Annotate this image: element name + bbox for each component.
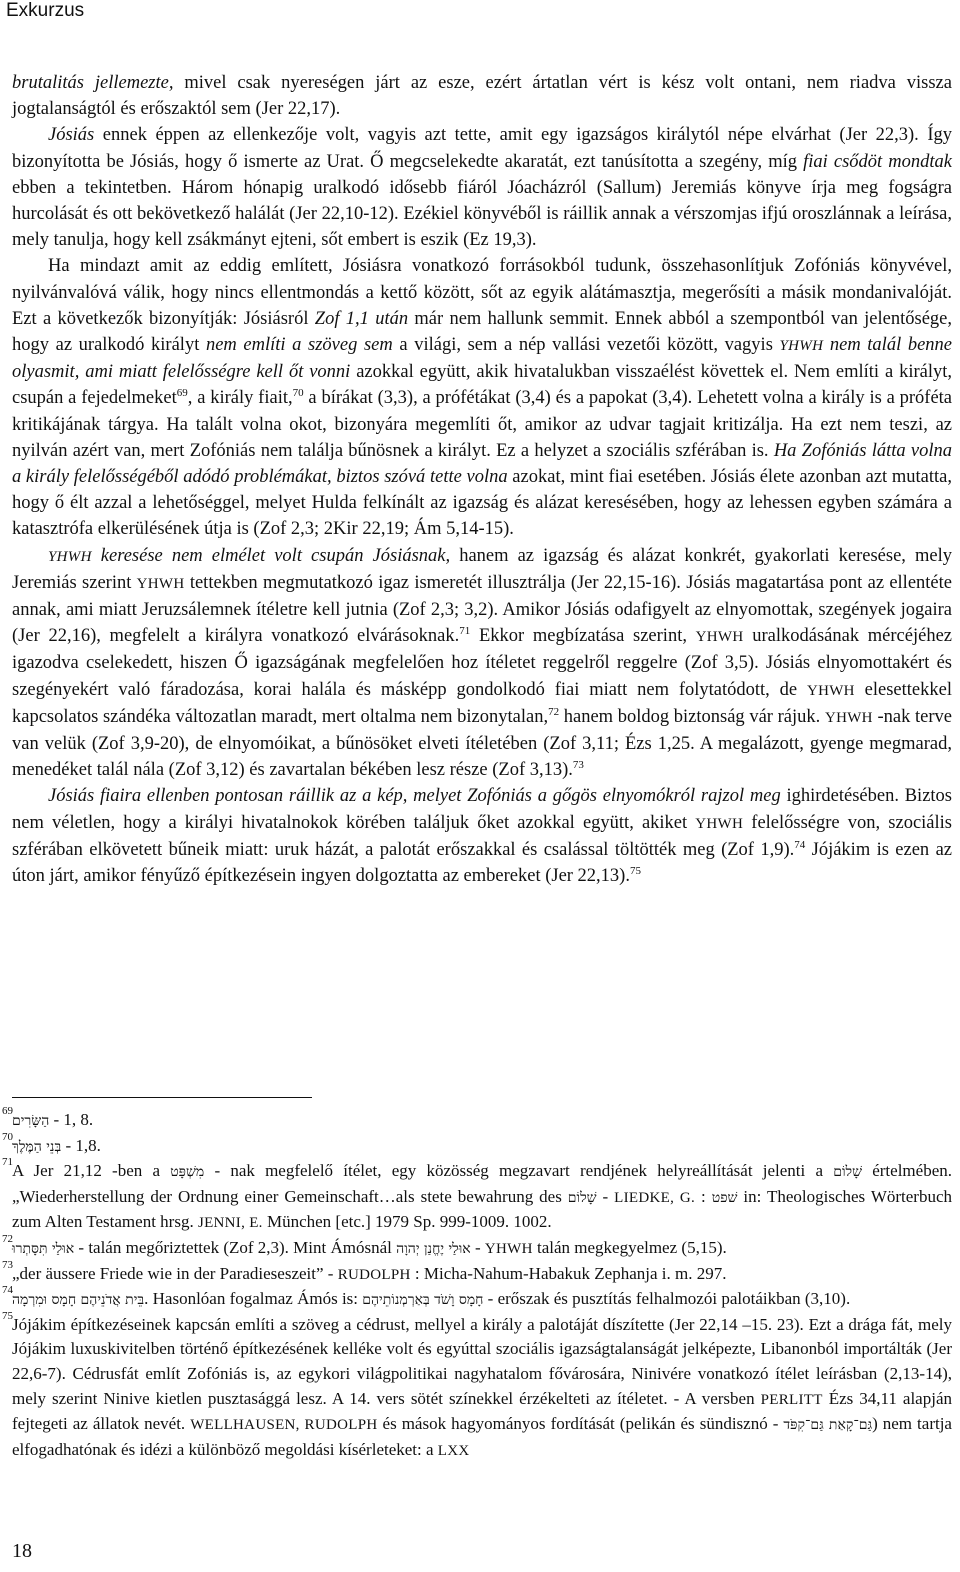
text-span: Jójákim építkezéseinek kapcsán említi a szöveg a cédrust, mellyel a király a palotáját díszítette (Jer 22,14 –15. 23). Ezt a drága fát, mely Jójákim luxuskivitelben történő építkezésének kelléke volt és egyúttal szociális igazságtalanságát jelképezte, Libanonból importálták (Jer 22,6-7). Cédrusfát említ Zofóniás is, az egykori világpolitikai nagyhatalom fővárosára, Ninivére vonatkozó ítélet leírásban (2,13-14), mely szerint Ninive kietlen pusztasággá lesz. A 14. vers sötét színekkel érzékelteti az ítéletet. - A versben xyxy=(12,1314,952,1408)
footnote-70 xyxy=(2,1130,952,1160)
text-span: ebben a tekintetben. Három hónapig uralkodó idősebb fiáról Jóacházról (Sallum) Jeremiás könyve írja meg fogságra hurcolását és ott bekövetkező halálát (Jer 22,10-12). Ezékiel könyvéből is ráillik annak a vérszomjas ifjú oroszlánnak a leírása, mely tanulja, hogy kell zsákmányt ejteni, sőt embert is eszik (Ez 19,3). xyxy=(12,177,952,251)
text-span: felelősségre von, szociális szférában elkövetett bűneik miatt: uruk házát, a palotát erőszakkal és csalással töltötték meg (Zof 1,9). xyxy=(12,812,952,860)
text-span: Ekkor megbízatása szerint, xyxy=(470,626,696,647)
footnote-ref-70[interactable]: 70 xyxy=(292,387,304,400)
text-span: ) nem tartja elfogadhatónak és idézi a különböző megoldási kísérleteket: a xyxy=(12,1414,952,1459)
footnote-71 xyxy=(2,1156,953,1236)
footnote-72 xyxy=(2,1232,952,1262)
text-span: értelmében. „Wiederherstellung der Ordnung einer Gemeinschaft…als stete bewahrung des xyxy=(12,1161,952,1206)
running-header: Exkurzus xyxy=(6,0,85,21)
main-text xyxy=(12,70,952,889)
text-span: YHWH xyxy=(484,1240,533,1257)
text-span: tettekben megmutatkozó igaz ismeretét illusztrálja (Jer 22,15-16). Jósiás magatartása pont az ellentéte annak, ami miatt Jeruzsálemnek ítéletre kell jutnia (Zof 2,3; 3,2). Amikor Jósiás odafigyelt az elnyomottak, szegények jogaira (Jer 22,16), megfelelt a királyra vonatkozó elvárásoknak. xyxy=(12,572,952,647)
text-span: - 1,8. xyxy=(61,1135,101,1155)
paragraph-3 xyxy=(12,253,952,542)
text-span: „der äussere Friede wie in der Paradieseszeit” - xyxy=(12,1263,338,1283)
text-span: - xyxy=(470,1237,485,1257)
text-span: Ha Zofóniás látta volna a király felelősségéből adódó problémákat, biztos szóvá tette volna xyxy=(12,440,952,488)
footnote-75 xyxy=(2,1309,952,1464)
footnote-ref-72[interactable]: 72 xyxy=(548,705,560,718)
text-span: ighirdetésében. Biztos nem véletlen, hogy a királyi hivatalnokok körében találjuk őket azokkal együtt, akiket xyxy=(12,786,953,833)
text-span: ennek éppen az ellenkezője volt, vagyis azt tette, amit egy igazságos királytól népe elvárhat (Jer 22,3). Így bizonyította be Jósiás, hogy ő ismerte az Urat. Ő megcselekedte akaratát, ezt tanúsította a szegény, míg xyxy=(12,125,952,172)
hebrew-text: מִשְׁפָּט xyxy=(170,1164,205,1181)
text-span: . Hasonlóan fogalmaz Ámós is: xyxy=(144,1289,363,1309)
hebrew-text: אוּלַי תִּסָּתְרוּ xyxy=(12,1240,75,1257)
text-span: azokat, mint fiai esetében. Jósiás élete azonban azt mutatta, hogy ő élt azzal a lehetőséggel, melyet Hulda felkínált az igazság és alázat keresésében, hogy az lehessen egyben számára a katasztrófa elkerülésének útja is (Zof 2,3; 2Kir 22,19; Ám 5,14-15). xyxy=(12,467,952,540)
paragraph-5 xyxy=(12,783,952,889)
text-span: és mások hagyományos fordítását (pelikán és sündisznó - xyxy=(377,1414,784,1434)
text-span: -nak terve van velük (Zof 3,9-20), de elnyomóikat, a bűnösöket elveti ítéletében (Zof 3,11; Ézs 1,25. A megalázott, gyenge megmarad, menedéket talál nála (Zof 3,12) és zavartalan békében lesz része (Zof 3,13). xyxy=(12,706,952,781)
text-span: YHWH xyxy=(136,575,185,592)
page-number: 18 xyxy=(12,1540,32,1562)
text-span: nem említi a szöveg sem xyxy=(205,335,393,356)
hebrew-text: שָׁלוֹם xyxy=(833,1164,863,1181)
text-span: a világi, sem a nép vallási vezetői között, vagyis xyxy=(392,335,780,356)
text-span: fiai csődöt mondtak xyxy=(803,151,952,172)
paragraph-4 xyxy=(12,543,952,784)
footnote-number: 73 xyxy=(2,1258,13,1271)
text-span: mivel csak nyereségen járt az esze, ezért ártatlan vért is kész volt ontani, nem riadva vissza jogtalanságtól és erőszaktól sem (Jer 22,17). xyxy=(12,73,952,120)
text-span: in: Theologisches Wörterbuch zum Alten Testament hrsg. xyxy=(12,1186,953,1232)
text-span: azokkal együtt, akik hivatalukban visszaélést követtek el. Nem említi a királyt, csupán a fejedelmeket xyxy=(12,362,952,409)
footnotes xyxy=(2,1105,953,1463)
text-span: nem talál benne olyasmit, ami miatt felelősségre kell őt vonni xyxy=(12,335,953,383)
text-span: hanem az igazság és alázat konkrét, gyakorlati keresése, mely Jeremiás szerint xyxy=(12,545,952,593)
hebrew-text: גַּם־קָאַת גַּם־קִפֹּד xyxy=(783,1417,873,1434)
text-span: : Micha-Nahum-Habakuk Zephanja i. m. 297. xyxy=(410,1263,727,1283)
text-span: - xyxy=(596,1186,615,1206)
text-span: brutalitás jellemezte, xyxy=(12,73,174,93)
footnote-number: 70 xyxy=(2,1130,13,1143)
footnote-74 xyxy=(2,1284,952,1313)
text-span: YHWH xyxy=(779,338,824,355)
text-span: keresése nem elmélet volt csupán Jósiásnak, xyxy=(91,545,451,566)
footnote-divider xyxy=(12,1097,312,1098)
text-span: - erőszak és pusztítás felhalmozói palotáikban (3,10). xyxy=(483,1289,851,1309)
footnote-ref-73[interactable]: 73 xyxy=(572,759,584,772)
text-span: Zof 1,1 után xyxy=(314,308,409,329)
hebrew-text: בְּנֵי הַמֶּלֶךְ xyxy=(12,1138,62,1155)
author-name: PERLITT xyxy=(760,1391,823,1408)
text-span: A Jer 21,12 -ben a xyxy=(12,1161,171,1181)
footnote-ref-74[interactable]: 74 xyxy=(794,838,806,851)
footnote-ref-75[interactable]: 75 xyxy=(629,865,641,878)
text-span: Jósiás fiaira ellenben pontosan ráillik az a kép, melyet Zofóniás a gőgös elnyomókról rajzol meg xyxy=(48,786,781,807)
text-span: elesettekkel kapcsolatos szándéka változatlan maradt, mert oltalma nem bizonytalan, xyxy=(12,679,952,727)
hebrew-text: הַשָּׂרִים xyxy=(12,1113,50,1129)
hebrew-text: אוּלַי יֶחֱנַן יְהוָה xyxy=(396,1240,471,1257)
text-span: a bírákat (3,3), a prófétákat (3,4) és a papokat (3,4). Lehetett volna a király is a próféta kritikájának tárgya. Ha talált volna okot, bizonyára megemlíti őt, amikor az udvar tagjait kritizálja. Ha ezt nem teszi, az nyilván azért van, mert Zofóniás nem találja bűnösnek a királyt. Ez a helyzet a szociális szférában is. xyxy=(12,388,953,461)
text-span: Ézs 34,11 alapján fejtegeti az állatok nevét. xyxy=(12,1388,952,1434)
text-span: talán megkegyelmez (5,15). xyxy=(532,1237,727,1257)
author-name: RUDOLPH xyxy=(337,1266,411,1283)
paragraph-1 xyxy=(12,70,952,122)
text-span: - talán megőriztettek (Zof 2,3). Mint Ámósnál xyxy=(74,1237,397,1257)
author-name: JENNI, E. xyxy=(197,1215,263,1232)
text-span: hanem boldog biztonság vár rájuk. xyxy=(559,706,825,727)
author-name: WELLHAUSEN, RUDOLPH xyxy=(190,1417,378,1434)
text-span: YHWH xyxy=(695,815,744,832)
text-span: Jósiás xyxy=(48,125,95,146)
footnote-number: 71 xyxy=(2,1156,13,1169)
text-span: - 1, 8. xyxy=(49,1110,94,1129)
hebrew-text: חָמָס וָשֹׁד בְּאַרְמְנוֹתֵיהֶם xyxy=(362,1292,484,1309)
paragraph-2 xyxy=(12,122,952,253)
text-span: YHWH xyxy=(824,709,873,726)
footnote-73 xyxy=(2,1258,952,1288)
footnote-number: 74 xyxy=(2,1284,13,1297)
hebrew-text: שׁפט xyxy=(711,1189,738,1206)
text-span: München [etc.] 1979 Sp. 999-1009. 1002. xyxy=(262,1212,552,1232)
hebrew-text: בֵּית אֲדֹנֵיהֶם חָמָס וּמִרְמָה xyxy=(12,1292,145,1309)
text-span: Ha mindazt amit az eddig említett, Jósiásra vonatkozó forrásokból tudunk, összehasonlítjuk Zofóniás könyvével, nyilvánvalóvá válik, hogy nincs ellentmondás a kettő között, sőt az egyik alátámasztja, megerősíti a másik mondanivalóját. Ezt a következők bizonyítják: Jósiásról xyxy=(12,256,952,329)
footnote-69 xyxy=(2,1105,952,1134)
author-name: LIEDKE, G. xyxy=(614,1189,696,1206)
text-span: - nak megfelelő ítélet, egy közösség megzavart rendjének helyreállítását jelenti a xyxy=(204,1161,834,1181)
footnote-number: 75 xyxy=(2,1309,13,1322)
footnote-number: 69 xyxy=(2,1105,13,1117)
hebrew-text: שָׁלוֹם xyxy=(567,1189,597,1206)
text-span: YHWH xyxy=(695,629,744,646)
text-span: YHWH xyxy=(48,548,92,565)
text-span: uralkodásának mércéjéhez igazodva cselekedett, hiszen Ő igazságának megfelelően hoz ítéletet reggelről reggelre (Zof 3,5). Jósiás elnyomottakért és szegényekért való fáradozása, korai halála és másképp gondolkodó fiai miatt nem folytatódott, de xyxy=(12,626,952,700)
text-span: Jójákim is ezen az úton járt, amikor fényűző építkezésein ingyen dolgoztatta az embereket (Jer 22,13). xyxy=(12,839,952,887)
text-span: : xyxy=(695,1186,712,1206)
footnote-ref-69[interactable]: 69 xyxy=(176,387,188,400)
text-span: LXX xyxy=(437,1442,470,1459)
text-span: YHWH xyxy=(806,682,855,699)
text-span: , a király fiait, xyxy=(187,388,293,409)
footnote-ref-71[interactable]: 71 xyxy=(459,625,471,638)
text-span: már nem hallunk semmit. Ennek abból a szempontból van jelentősége, hogy az uralkodó királyt xyxy=(12,308,952,356)
footnote-number: 72 xyxy=(2,1232,13,1245)
